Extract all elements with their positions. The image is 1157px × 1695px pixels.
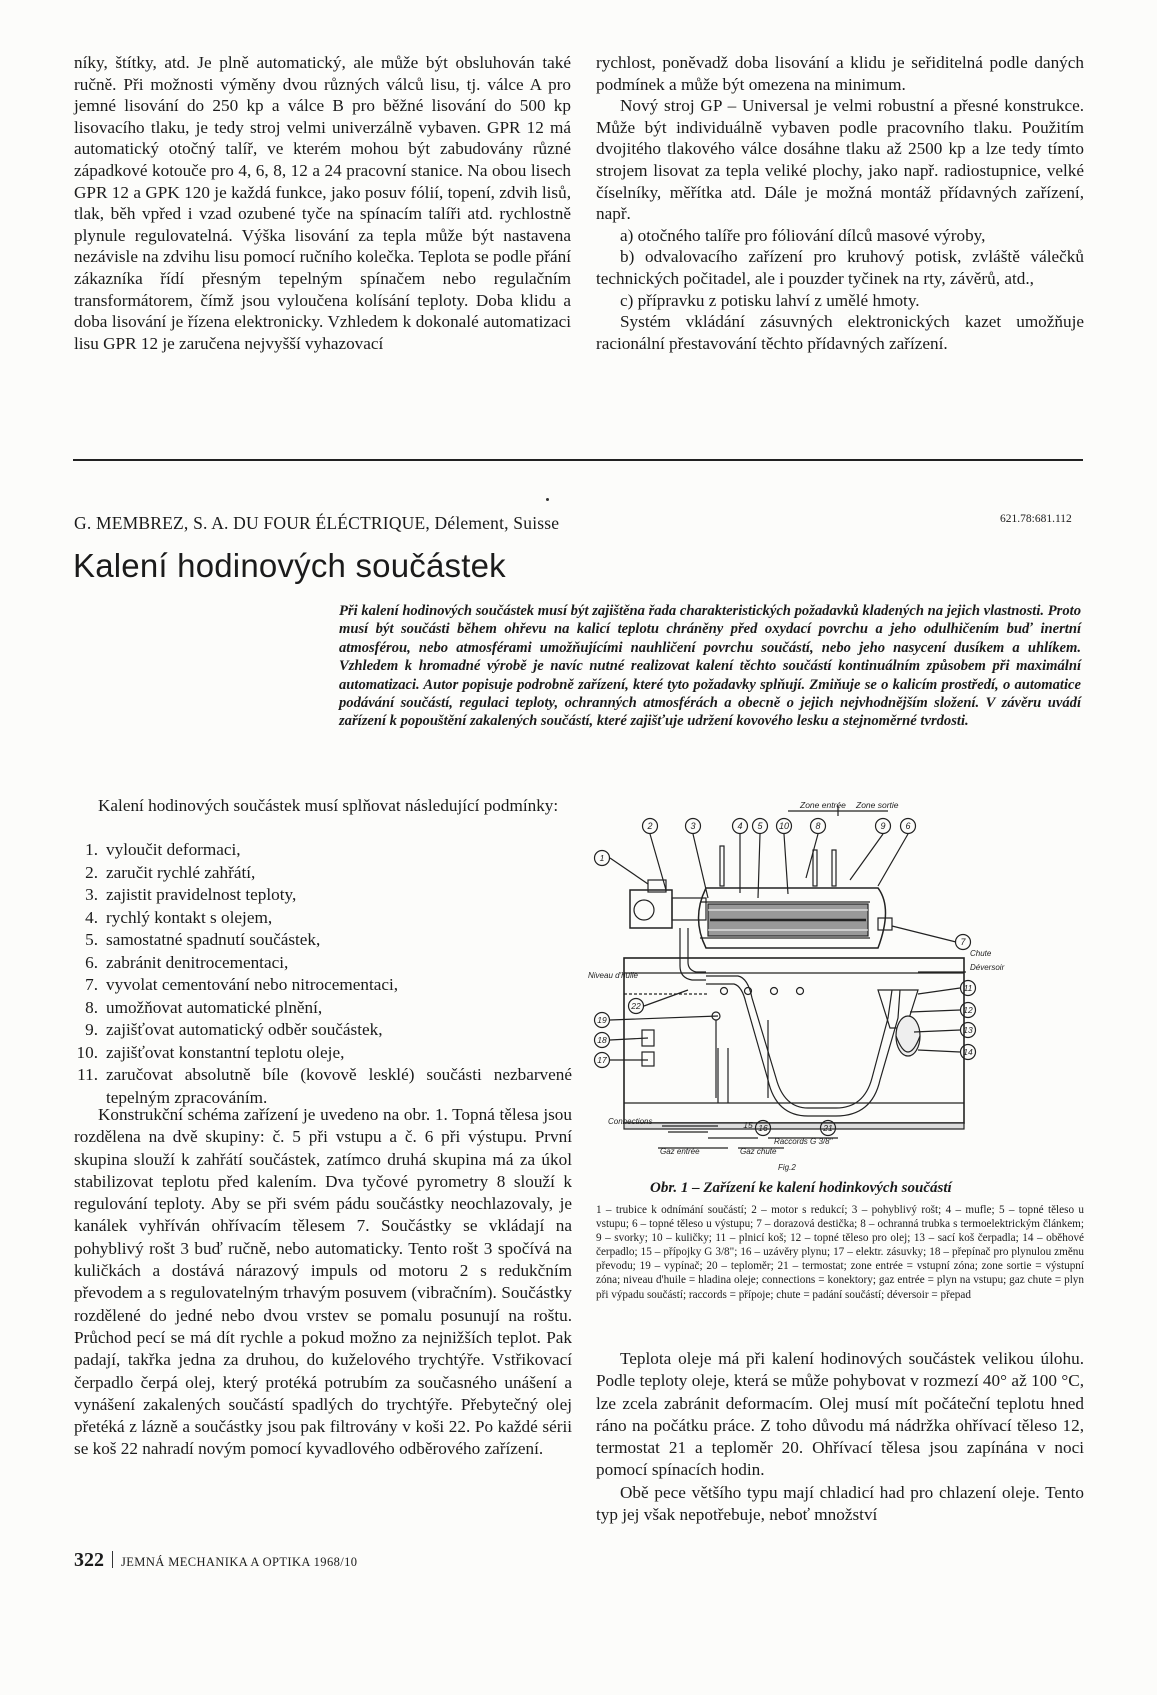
footer-separator xyxy=(112,1551,113,1568)
item-text: zajišťovat konstantní teplotu oleje, xyxy=(106,1042,345,1062)
article-title: Kalení hodinových součástek xyxy=(73,547,506,584)
raccords-label: Raccords G 3/8" xyxy=(774,1137,833,1146)
item-text: zajistit pravidelnost teploty, xyxy=(106,885,297,904)
item-text: vyvolat cementování nebo nitrocementaci, xyxy=(106,975,399,994)
top-right-paragraph: a) otočného talíře pro fóliování dílců masové výroby, xyxy=(620,225,986,245)
item-number: 9. xyxy=(85,1020,98,1039)
item-text: zabránit denitrocementaci, xyxy=(106,952,289,972)
body-paragraph: Konstrukční schéma zařízení je uvedeno na obr. 1. Topná tělesa jsou rozdělena na dvě skupiny: č. 5 při vstupu a č. 6 při výstupu. První skupina slouží k zahřátí součástek, zatímco druhá skupina má za úkol stabilizovat teplotu před kalením. Dva tyčové pyrometry 8 slouží k regulování teploty. Aby se při svém pádu součástky neochlazovaly, je kanálek vyhříván ohřívacím tělesem 7. Součástky se vkládají na pohyblivý rošt 3 buď ručně, nebo automaticky. Tento rošt 3 spočívá na kuličkách a dostává nárazový impuls od motoru 2 s redukčním převodem a s regulovatelným trhavým posuvem (vibračním). Součástky rozdělené do jedné nebo dvou vrstev se pomalu posunují na roštu. Průchod pecí se má dít rychle a pokud možno za nejnižších teplot. Pak padají, takřka jedna za druhou, do kuželového trychtýře. Vstřikovací čerpadlo čerpá olej, který protéká potrubím za současného unášení a vynášení zakalených součástí spadlých do trychtýře. Přebytečný olej přetéká z lázně a součástky jsou pak filtrovány v koši 22. Po každé sérii se koš 22 nahradí novým pomocí kyvadlového odběrového zařízení. xyxy=(74,1105,572,1459)
item-number: 4. xyxy=(85,907,98,927)
body-paragraph: Obě pece většího typu mají chladicí had pro chlazení oleje. Tento typ jej však nepotřebuje, neboť množství xyxy=(596,1482,1084,1525)
figure-caption: Obr. 1 – Zařízení ke kalení hodinkových součástí xyxy=(650,1180,952,1196)
list-item xyxy=(74,1064,572,1109)
top-right-paragraph: rychlost, poněvadž doba lisování a klidu je seřiditelná podle daných podmínek a může být omezena na minimum. xyxy=(596,53,1084,94)
connections-label: Connections xyxy=(608,1117,653,1126)
udc-code: 621.78:681.112 xyxy=(1000,513,1072,525)
item-number: 10. xyxy=(76,1042,98,1062)
callout-16: 16 xyxy=(758,1123,768,1133)
list-item xyxy=(74,907,572,930)
gaz-chute-label: Gaz chute xyxy=(740,1147,777,1156)
item-number: 5. xyxy=(85,930,98,949)
callout-15: 15 xyxy=(743,1120,753,1130)
item-number: 1. xyxy=(85,840,98,859)
list-item xyxy=(74,839,572,862)
callout-5: 5 xyxy=(757,821,763,831)
top-right-paragraph: Nový stroj GP – Universal je velmi robustní a přesné konstrukce. Může být individuálně vybaven podle pracovního tlaku. Použitím dvojitého tlakového válce dosáhne tlaku až 2500 kp a lze tedy tímto strojem lisovat za tepla veliké plochy, jako např. radiostupnice, velké číselníky, měřítka atd. Dále je možná montáž přídavných zařízení, např. xyxy=(596,96,1084,224)
list-item xyxy=(74,952,572,975)
callout-2: 2 xyxy=(647,821,653,831)
item-number: 11. xyxy=(77,1065,98,1084)
conditions-list xyxy=(74,839,572,1109)
deversoir-label: Déversoir xyxy=(970,963,1005,972)
item-text: zaručit rychlé zahřátí, xyxy=(106,862,256,882)
figure-legend: 1 – trubice k odnímání součástí; 2 – motor s redukcí; 3 – pohyblivý rošt; 4 – mufle; 5 – topné těleso u vstupu; 6 – topné těleso u výstupu; 7 – dorazová destička; 8 – ochranná trubka s termoelektrickým článkem; 9 – svorky; 10 – kuličky; 11 – plnicí koš; 12 – topné těleso pro olej; 13 – sací koš čerpadla; 14 – oběhové čerpadlo; 15 – přípojky G 3/8"; 16 – uzávěry plynu; 17 – elektr. zásuvky; 18 – přepínač pro plynulou změnu převodu; 19 – vypínač; 20 – teploměr; 21 – termostat; zone entrée = vstupní zóna; zone sortie = výstupní zóna; niveau d'huile = hladina oleje; connections = konektory; gaz entrée = plyn na vstupu; gaz chute = plyn při výpadu součástí; raccords = přípoje; chute = padání součástí; déversoir = přepad xyxy=(596,1204,1084,1301)
page-footer xyxy=(74,1549,357,1572)
top-left-paragraph: níky, štítky, atd. Je plně automatický, ale může být obsluhován také ručně. Při možnosti výměny dvou různých válců lisu, tj. válce A pro jemné lisování do 250 kp a válce B pro běžné lisování do 500 kp lisovacího tlaku, je tedy stroj velmi univerzálně vybaven. GPR 12 má automatický otočný talíř, ve kterém mohou být zabudovány různé západkové kotouče pro 4, 6, 8, 12 a 24 pracovní stanice. Na obou lisech GPR 12 a GPK 120 je každá funkce, jako posuv fólií, topení, zdvih lisů, tlak, běh vpřed i vzad ozubené tyče na spínacím talíři atd. rychlostně plynule regulovatelná. Výška lisování za tepla může být nastavena nezávisle na zdvihu lisu pomocí ručního kolečka. Teplota se podle přání zákazníka řídí přesným tepelným spínačem nebo regulačním transformátorem, čímž jsou vyloučena kolísání teploty. Doba klidu a doba lisování je řízena elektronicky. Vzhledem k dokonalé automatizaci lisu GPR 12 je zaručena nejvyšší vyhazovací xyxy=(74,53,571,353)
item-number: 3. xyxy=(85,885,98,904)
callout-8: 8 xyxy=(815,821,821,831)
list-item xyxy=(74,997,572,1020)
callout-10: 10 xyxy=(778,821,790,831)
author-byline: G. MEMBREZ, S. A. DU FOUR ÉLÉCTRIQUE, Délement, Suisse xyxy=(74,513,560,533)
callout-7: 7 xyxy=(960,937,966,947)
callout-4: 4 xyxy=(737,821,743,831)
callout-3: 3 xyxy=(690,821,696,831)
list-item xyxy=(74,1019,572,1042)
fig-number: Fig.2 xyxy=(778,1163,796,1172)
body-right-column xyxy=(596,1348,1084,1526)
item-number: 8. xyxy=(85,997,98,1017)
body-left-column xyxy=(74,1104,572,1461)
item-text: rychlý kontakt s olejem, xyxy=(106,907,273,927)
callout-6: 6 xyxy=(905,821,911,831)
item-number: 2. xyxy=(85,862,98,882)
body-paragraph: Teplota oleje má při kalení hodinových součástek velikou úlohu. Podle teploty oleje, která se může pohybovat v rozmezí 40° až 100 °C, lze zcela zabránit deformacím. Olej musí mít počáteční teplotu hned ráno na počátku práce. Z toho důvodu má nádržka ohřívací těleso 12, termostat 21 a teploměr 20. Ohřívací tělesa jsou zapínána v noci pomocí spínacích hodin. xyxy=(596,1349,1084,1480)
callout-19: 19 xyxy=(597,1015,607,1025)
item-text: umožňovat automatické plnění, xyxy=(106,997,323,1017)
journal-name: JEMNÁ MECHANIKA A OPTIKA 1968/10 xyxy=(121,1555,358,1569)
abstract: Při kalení hodinových součástek musí být zajištěna řada charakteristických požadavků kladených na jejich vlastnosti. Proto musí být součásti během ohřevu na kalicí teplotu chráněny před oxydací povrchu a jeho odulhičením buď inertní atmosférou, nebo atmosférami umožňujícími nauhličení povrchu součástí, nebo jeho nasycení dusíkem a uhlíkem. Vzhledem k hromadné výrobě je navíc nutné realizovat kalení těchto součástí kontinuálním způsobem při maximální automatizaci. Autor popisuje podrobně zařízení, které tyto požadavky splňují. Zmiňuje se o kalicím prostředí, o automatice podávání součástí, regulaci teploty, ochranných atmosférách a obecně o jejich nejvhodnějším složení. V závěru uvádí zařízení k popouštění zakalených součástí, které zajišťuje udržení kovového lesku a stejnoměrné tvrdosti. xyxy=(339,603,1081,730)
zone-entree-label: Zone entrée xyxy=(800,800,846,810)
list-item xyxy=(74,974,572,997)
top-right-paragraph: c) přípravku z potisku lahví z umělé hmoty. xyxy=(620,290,920,310)
gaz-entree-label: Gaz entrée xyxy=(660,1147,700,1156)
callout-18: 18 xyxy=(597,1035,607,1045)
item-number: 6. xyxy=(85,952,98,972)
list-item xyxy=(74,884,572,907)
furnace-diagram xyxy=(588,798,1028,1173)
divider-dot xyxy=(546,498,549,501)
callout-14: 14 xyxy=(963,1047,973,1057)
callout-22: 22 xyxy=(631,1001,641,1011)
callout-9: 9 xyxy=(880,821,886,831)
item-text: vyloučit deformaci, xyxy=(106,840,241,859)
niveau-huile-label: Niveau d'huile xyxy=(588,971,639,980)
page-number: 322 xyxy=(74,1549,104,1571)
callout-12: 12 xyxy=(963,1005,973,1015)
top-right-paragraph: Systém vkládání zásuvných elektronických kazet umožňuje racionální přestavování těchto přídavných zařízení. xyxy=(596,312,1084,353)
list-item xyxy=(74,929,572,952)
callout-11: 11 xyxy=(963,983,973,993)
chute-label: Chute xyxy=(970,949,992,958)
callout-21: 21 xyxy=(823,1123,833,1133)
callout-17: 17 xyxy=(597,1055,607,1065)
list-item xyxy=(74,1042,572,1065)
list-item xyxy=(74,862,572,885)
top-right-column xyxy=(596,52,1084,354)
callout-1: 1 xyxy=(599,853,605,863)
top-left-column xyxy=(74,52,571,354)
item-text: zaručovat absolutně bíle (kovově lesklé) součásti nezbarvené tepelným zpracováním. xyxy=(106,1065,572,1107)
zone-sortie-label: Zone sortie xyxy=(856,800,899,810)
callout-13: 13 xyxy=(963,1025,973,1035)
top-right-paragraph: b) odvalovacího zařízení pro kruhový potisk, zvláště válečků technických počitadel, ale i pouzder tyčinek na rty, závěrů, atd., xyxy=(596,247,1084,288)
item-number: 7. xyxy=(85,975,98,994)
conditions-intro: Kalení hodinových součástek musí splňovat následující podmínky: xyxy=(98,796,559,815)
item-text: zajišťovat automatický odběr součástek, xyxy=(106,1020,383,1039)
section-divider xyxy=(73,459,1083,461)
item-text: samostatné spadnutí součástek, xyxy=(106,930,321,949)
